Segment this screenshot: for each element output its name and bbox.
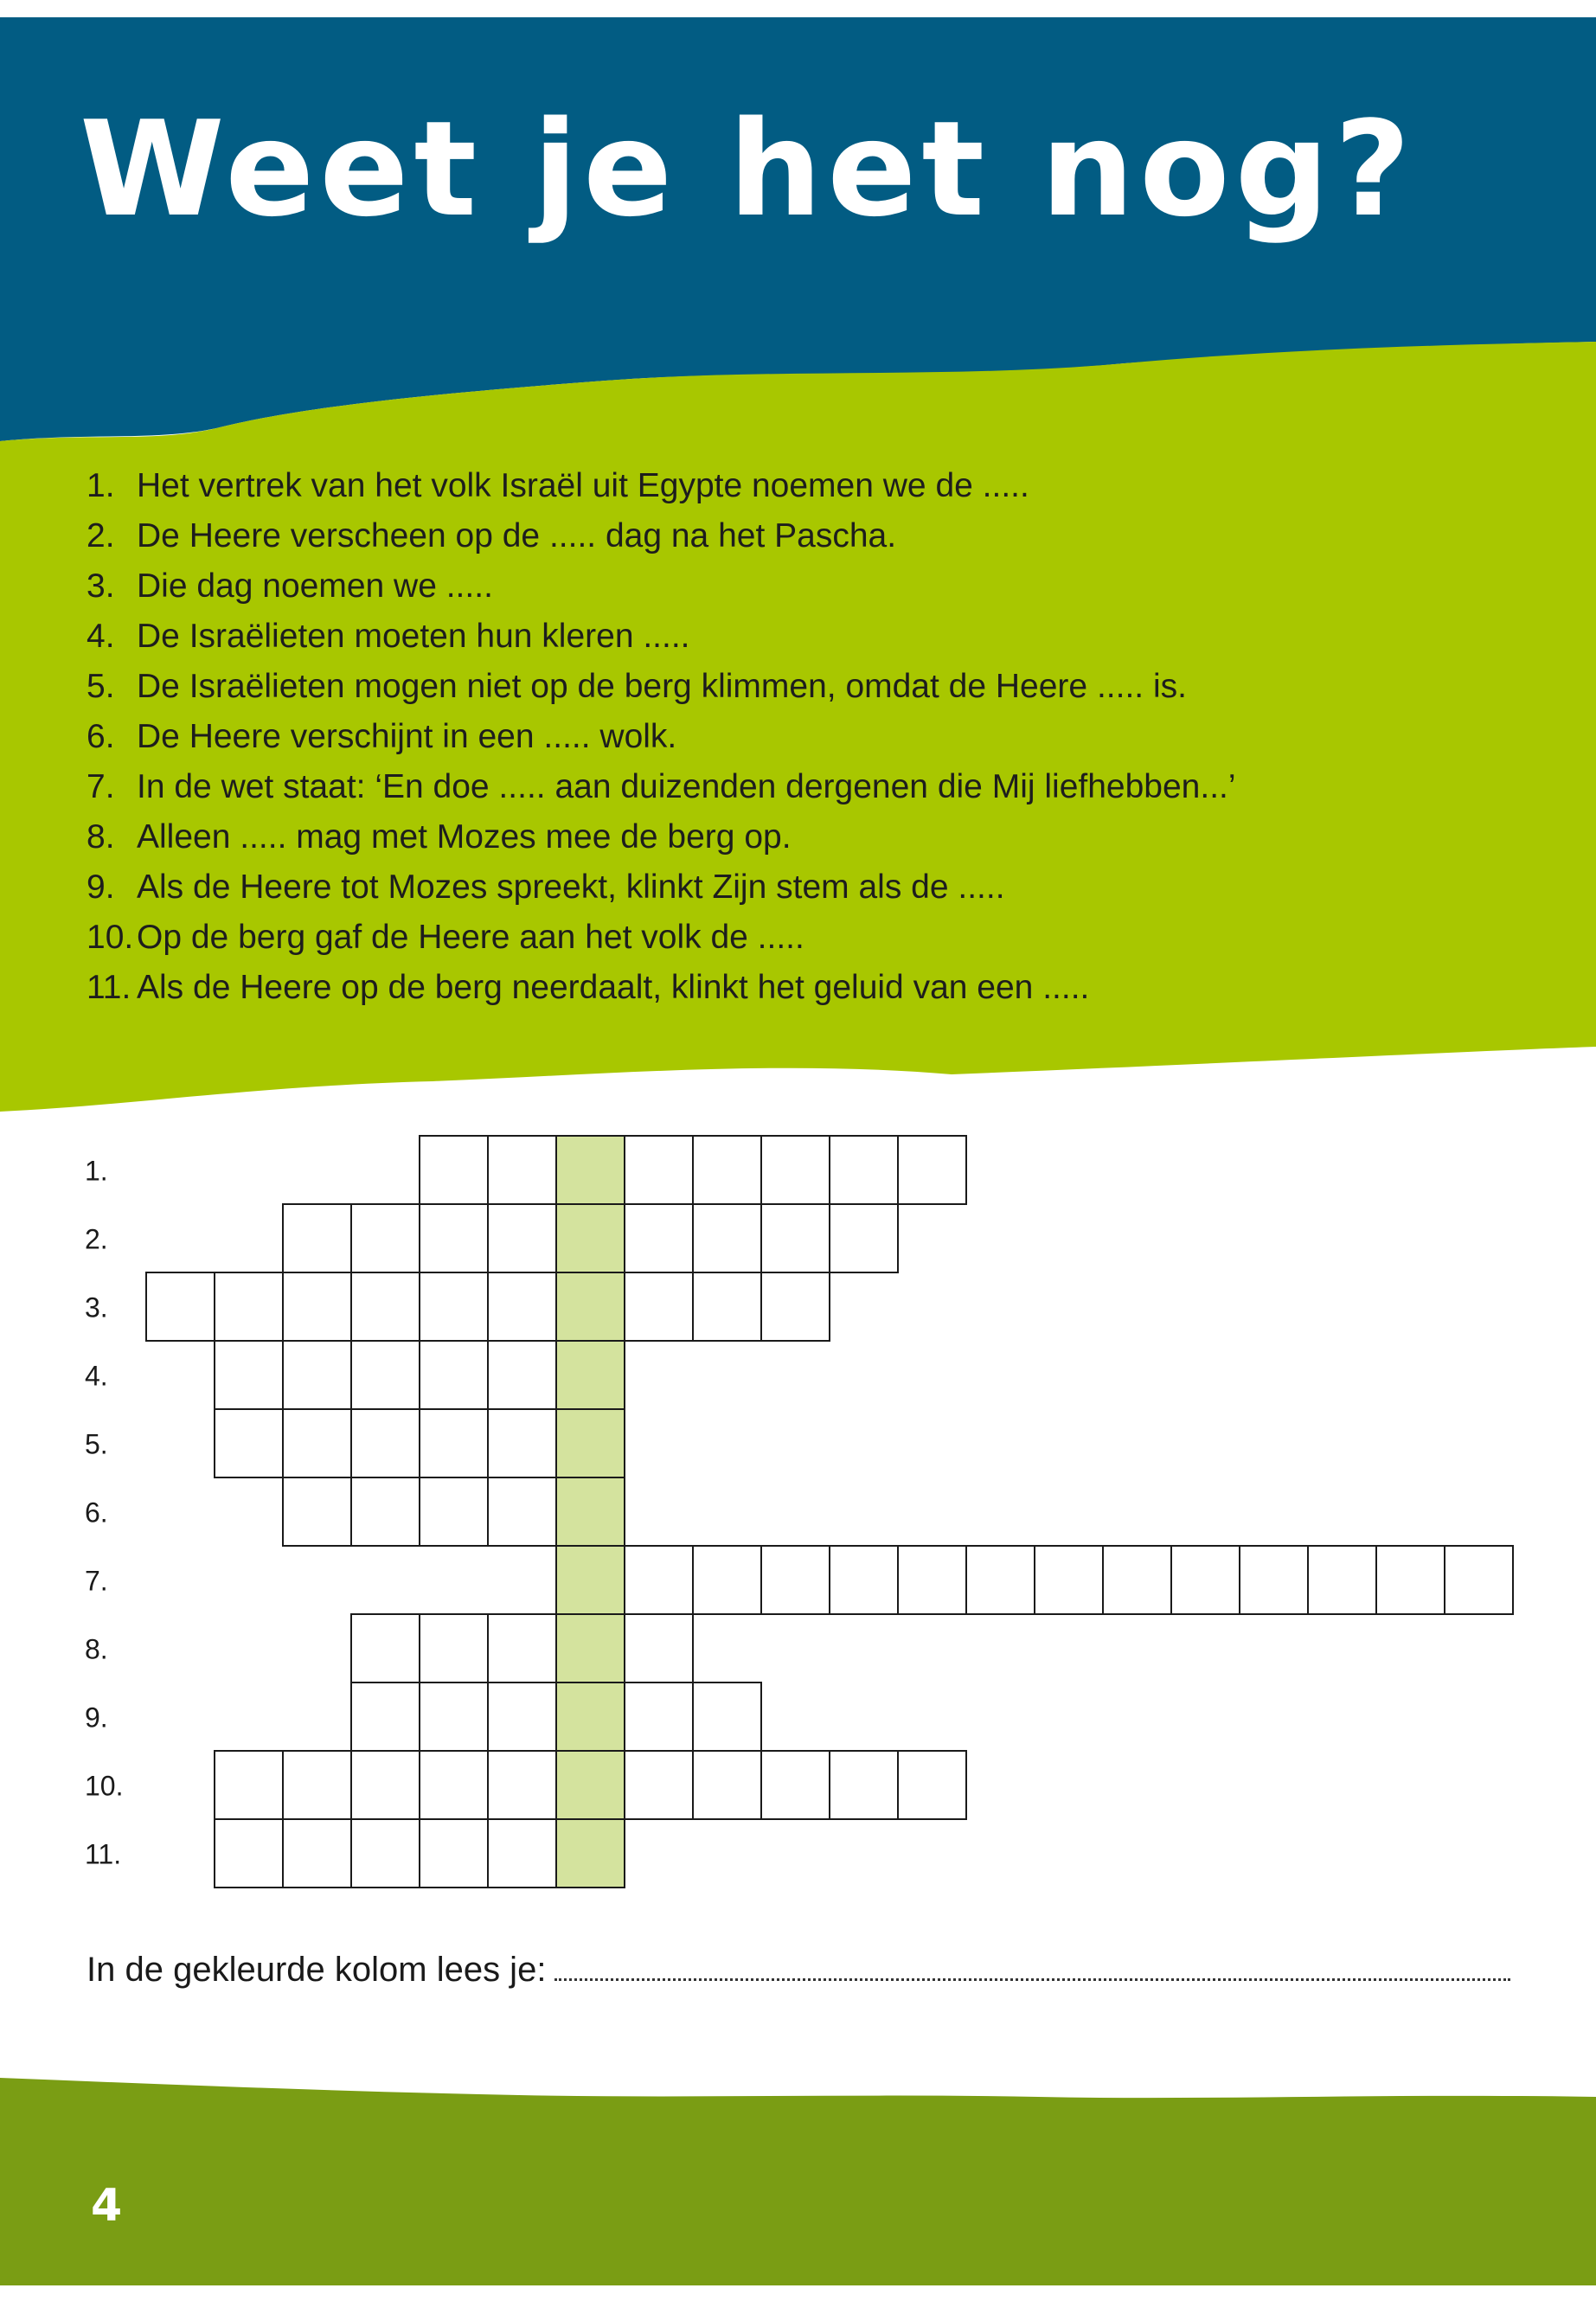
question-number: 7.: [87, 768, 115, 805]
crossword-cell[interactable]: [420, 1477, 488, 1546]
row-label: 4.: [85, 1360, 108, 1392]
question-item: [87, 812, 1540, 862]
crossword-cell[interactable]: [488, 1341, 556, 1409]
crossword-cell[interactable]: [830, 1751, 898, 1819]
crossword-cell[interactable]: [351, 1477, 420, 1546]
crossword-cell[interactable]: [420, 1682, 488, 1751]
question-number: 5.: [87, 668, 115, 705]
crossword-cell[interactable]: [215, 1819, 283, 1888]
question-number: 6.: [87, 718, 115, 755]
crossword-cell[interactable]: [283, 1477, 351, 1546]
row-label: 5.: [85, 1428, 108, 1460]
question-number: 2.: [87, 517, 115, 554]
row-label: 2.: [85, 1223, 108, 1255]
question-item: [87, 511, 1540, 561]
row-label: 10.: [85, 1770, 124, 1802]
footer-band: [0, 2059, 1596, 2301]
highlighted-cell[interactable]: [556, 1682, 625, 1751]
crossword-cell[interactable]: [420, 1341, 488, 1409]
crossword-cell[interactable]: [488, 1477, 556, 1546]
crossword-cell[interactable]: [830, 1546, 898, 1614]
crossword-cell[interactable]: [215, 1272, 283, 1341]
question-number: 9.: [87, 868, 115, 906]
crossword-cell[interactable]: [625, 1272, 693, 1341]
crossword-cell[interactable]: [488, 1272, 556, 1341]
question-item: [87, 913, 1540, 963]
crossword-cell[interactable]: [283, 1409, 351, 1477]
answer-row: [87, 1951, 1510, 1990]
highlighted-cell[interactable]: [556, 1751, 625, 1819]
answer-line[interactable]: [554, 1970, 1510, 1981]
crossword-cell[interactable]: [625, 1682, 693, 1751]
crossword-cell[interactable]: [761, 1136, 830, 1204]
crossword-cell[interactable]: [283, 1204, 351, 1272]
question-number: 1.: [87, 467, 115, 504]
crossword-cell[interactable]: [488, 1409, 556, 1477]
question-text: Als de Heere tot Mozes spreekt, klinkt Zijn stem als de .....: [137, 868, 1005, 906]
highlighted-cell[interactable]: [556, 1477, 625, 1546]
question-text: De Heere verschijnt in een ..... wolk.: [137, 718, 677, 755]
question-item: [87, 461, 1540, 511]
highlighted-cell[interactable]: [556, 1819, 625, 1888]
crossword-cell[interactable]: [215, 1409, 283, 1477]
crossword-cell[interactable]: [693, 1546, 761, 1614]
question-number: 8.: [87, 818, 115, 856]
question-text: Als de Heere op de berg neerdaalt, klinkt het geluid van een .....: [137, 969, 1090, 1006]
highlighted-cell[interactable]: [556, 1546, 625, 1614]
question-item: [87, 862, 1540, 913]
question-text: Alleen ..... mag met Mozes mee de berg op.: [137, 818, 792, 856]
question-item: [87, 712, 1540, 762]
crossword-cell[interactable]: [351, 1204, 420, 1272]
row-label: 11.: [85, 1838, 122, 1870]
crossword-cell[interactable]: [966, 1546, 1035, 1614]
crossword-cell[interactable]: [488, 1751, 556, 1819]
crossword-cell[interactable]: [351, 1409, 420, 1477]
question-item: [87, 762, 1540, 812]
crossword-cell[interactable]: [488, 1682, 556, 1751]
crossword-cell[interactable]: [693, 1751, 761, 1819]
crossword-cell[interactable]: [625, 1204, 693, 1272]
crossword-cell[interactable]: [283, 1751, 351, 1819]
crossword-cell[interactable]: [1171, 1546, 1240, 1614]
crossword-cell[interactable]: [351, 1819, 420, 1888]
question-item: [87, 561, 1540, 612]
crossword-cell[interactable]: [761, 1204, 830, 1272]
answer-label: In de gekleurde kolom lees je:: [87, 1951, 547, 1989]
crossword-cell[interactable]: [351, 1614, 420, 1682]
crossword-cell[interactable]: [420, 1409, 488, 1477]
crossword-cell[interactable]: [488, 1614, 556, 1682]
question-number: 3.: [87, 567, 115, 605]
crossword-cell[interactable]: [283, 1272, 351, 1341]
crossword-cell[interactable]: [898, 1136, 966, 1204]
question-list: [87, 461, 1540, 1013]
highlighted-cell[interactable]: [556, 1341, 625, 1409]
crossword-cell[interactable]: [283, 1819, 351, 1888]
highlighted-cell[interactable]: [556, 1272, 625, 1341]
crossword-cell[interactable]: [488, 1204, 556, 1272]
crossword-cell[interactable]: [625, 1614, 693, 1682]
row-label: 8.: [85, 1633, 108, 1665]
crossword-cell[interactable]: [1035, 1546, 1103, 1614]
crossword-cell[interactable]: [488, 1136, 556, 1204]
question-text: Die dag noemen we .....: [137, 567, 493, 605]
question-item: [87, 662, 1540, 712]
crossword-cell[interactable]: [693, 1204, 761, 1272]
crossword-cell[interactable]: [215, 1751, 283, 1819]
crossword-cell[interactable]: [1376, 1546, 1445, 1614]
crossword-cell[interactable]: [830, 1136, 898, 1204]
highlighted-cell[interactable]: [556, 1409, 625, 1477]
question-item: [87, 612, 1540, 662]
crossword-cell[interactable]: [693, 1682, 761, 1751]
crossword-cell[interactable]: [1308, 1546, 1376, 1614]
question-text: De Israëlieten moeten hun kleren .....: [137, 618, 690, 655]
crossword-cell[interactable]: [351, 1751, 420, 1819]
crossword-cell[interactable]: [351, 1341, 420, 1409]
highlighted-cell[interactable]: [556, 1136, 625, 1204]
crossword-cell[interactable]: [625, 1751, 693, 1819]
crossword-cell[interactable]: [420, 1272, 488, 1341]
crossword-cell[interactable]: [693, 1136, 761, 1204]
question-item: [87, 963, 1540, 1013]
question-text: De Israëlieten mogen niet op de berg klimmen, omdat de Heere ..... is.: [137, 668, 1187, 705]
question-text: Op de berg gaf de Heere aan het volk de .....: [137, 919, 804, 956]
crossword-cell[interactable]: [898, 1546, 966, 1614]
row-label: 1.: [85, 1155, 108, 1187]
crossword-cell[interactable]: [625, 1546, 693, 1614]
crossword-cell[interactable]: [420, 1136, 488, 1204]
highlighted-cell[interactable]: [556, 1614, 625, 1682]
question-text: In de wet staat: ‘En doe ..... aan duizenden dergenen die Mij liefhebben...’: [137, 768, 1236, 805]
crossword-cell[interactable]: [215, 1341, 283, 1409]
crossword-cell[interactable]: [693, 1272, 761, 1341]
crossword-cell[interactable]: [1240, 1546, 1308, 1614]
crossword-cell[interactable]: [420, 1204, 488, 1272]
crossword-cell[interactable]: [283, 1341, 351, 1409]
question-number: 10.: [87, 919, 134, 956]
question-number: 11.: [87, 969, 131, 1006]
page-number: 4: [91, 2180, 123, 2232]
row-label: 6.: [85, 1497, 108, 1529]
crossword-cell[interactable]: [1103, 1546, 1171, 1614]
crossword-cell[interactable]: [761, 1546, 830, 1614]
crossword-cell[interactable]: [1445, 1546, 1513, 1614]
crossword-cell[interactable]: [351, 1272, 420, 1341]
highlighted-cell[interactable]: [556, 1204, 625, 1272]
crossword-cell[interactable]: [488, 1819, 556, 1888]
row-label: 7.: [85, 1565, 108, 1597]
crossword-cell[interactable]: [761, 1751, 830, 1819]
row-label: 9.: [85, 1702, 108, 1734]
crossword-cell[interactable]: [898, 1751, 966, 1819]
crossword-cell[interactable]: [146, 1272, 215, 1341]
crossword-cell[interactable]: [420, 1751, 488, 1819]
question-text: Het vertrek van het volk Israël uit Egypte noemen we de .....: [137, 467, 1029, 504]
crossword-cell[interactable]: [830, 1204, 898, 1272]
page-title: Weet je het nog?: [80, 93, 1416, 246]
question-text: De Heere verscheen op de ..... dag na het Pascha.: [137, 517, 897, 554]
question-number: 4.: [87, 618, 115, 655]
crossword-cell[interactable]: [420, 1819, 488, 1888]
crossword-cell[interactable]: [625, 1136, 693, 1204]
crossword-cell[interactable]: [351, 1682, 420, 1751]
row-label: 3.: [85, 1292, 108, 1324]
crossword-cell[interactable]: [761, 1272, 830, 1341]
crossword-cell[interactable]: [420, 1614, 488, 1682]
